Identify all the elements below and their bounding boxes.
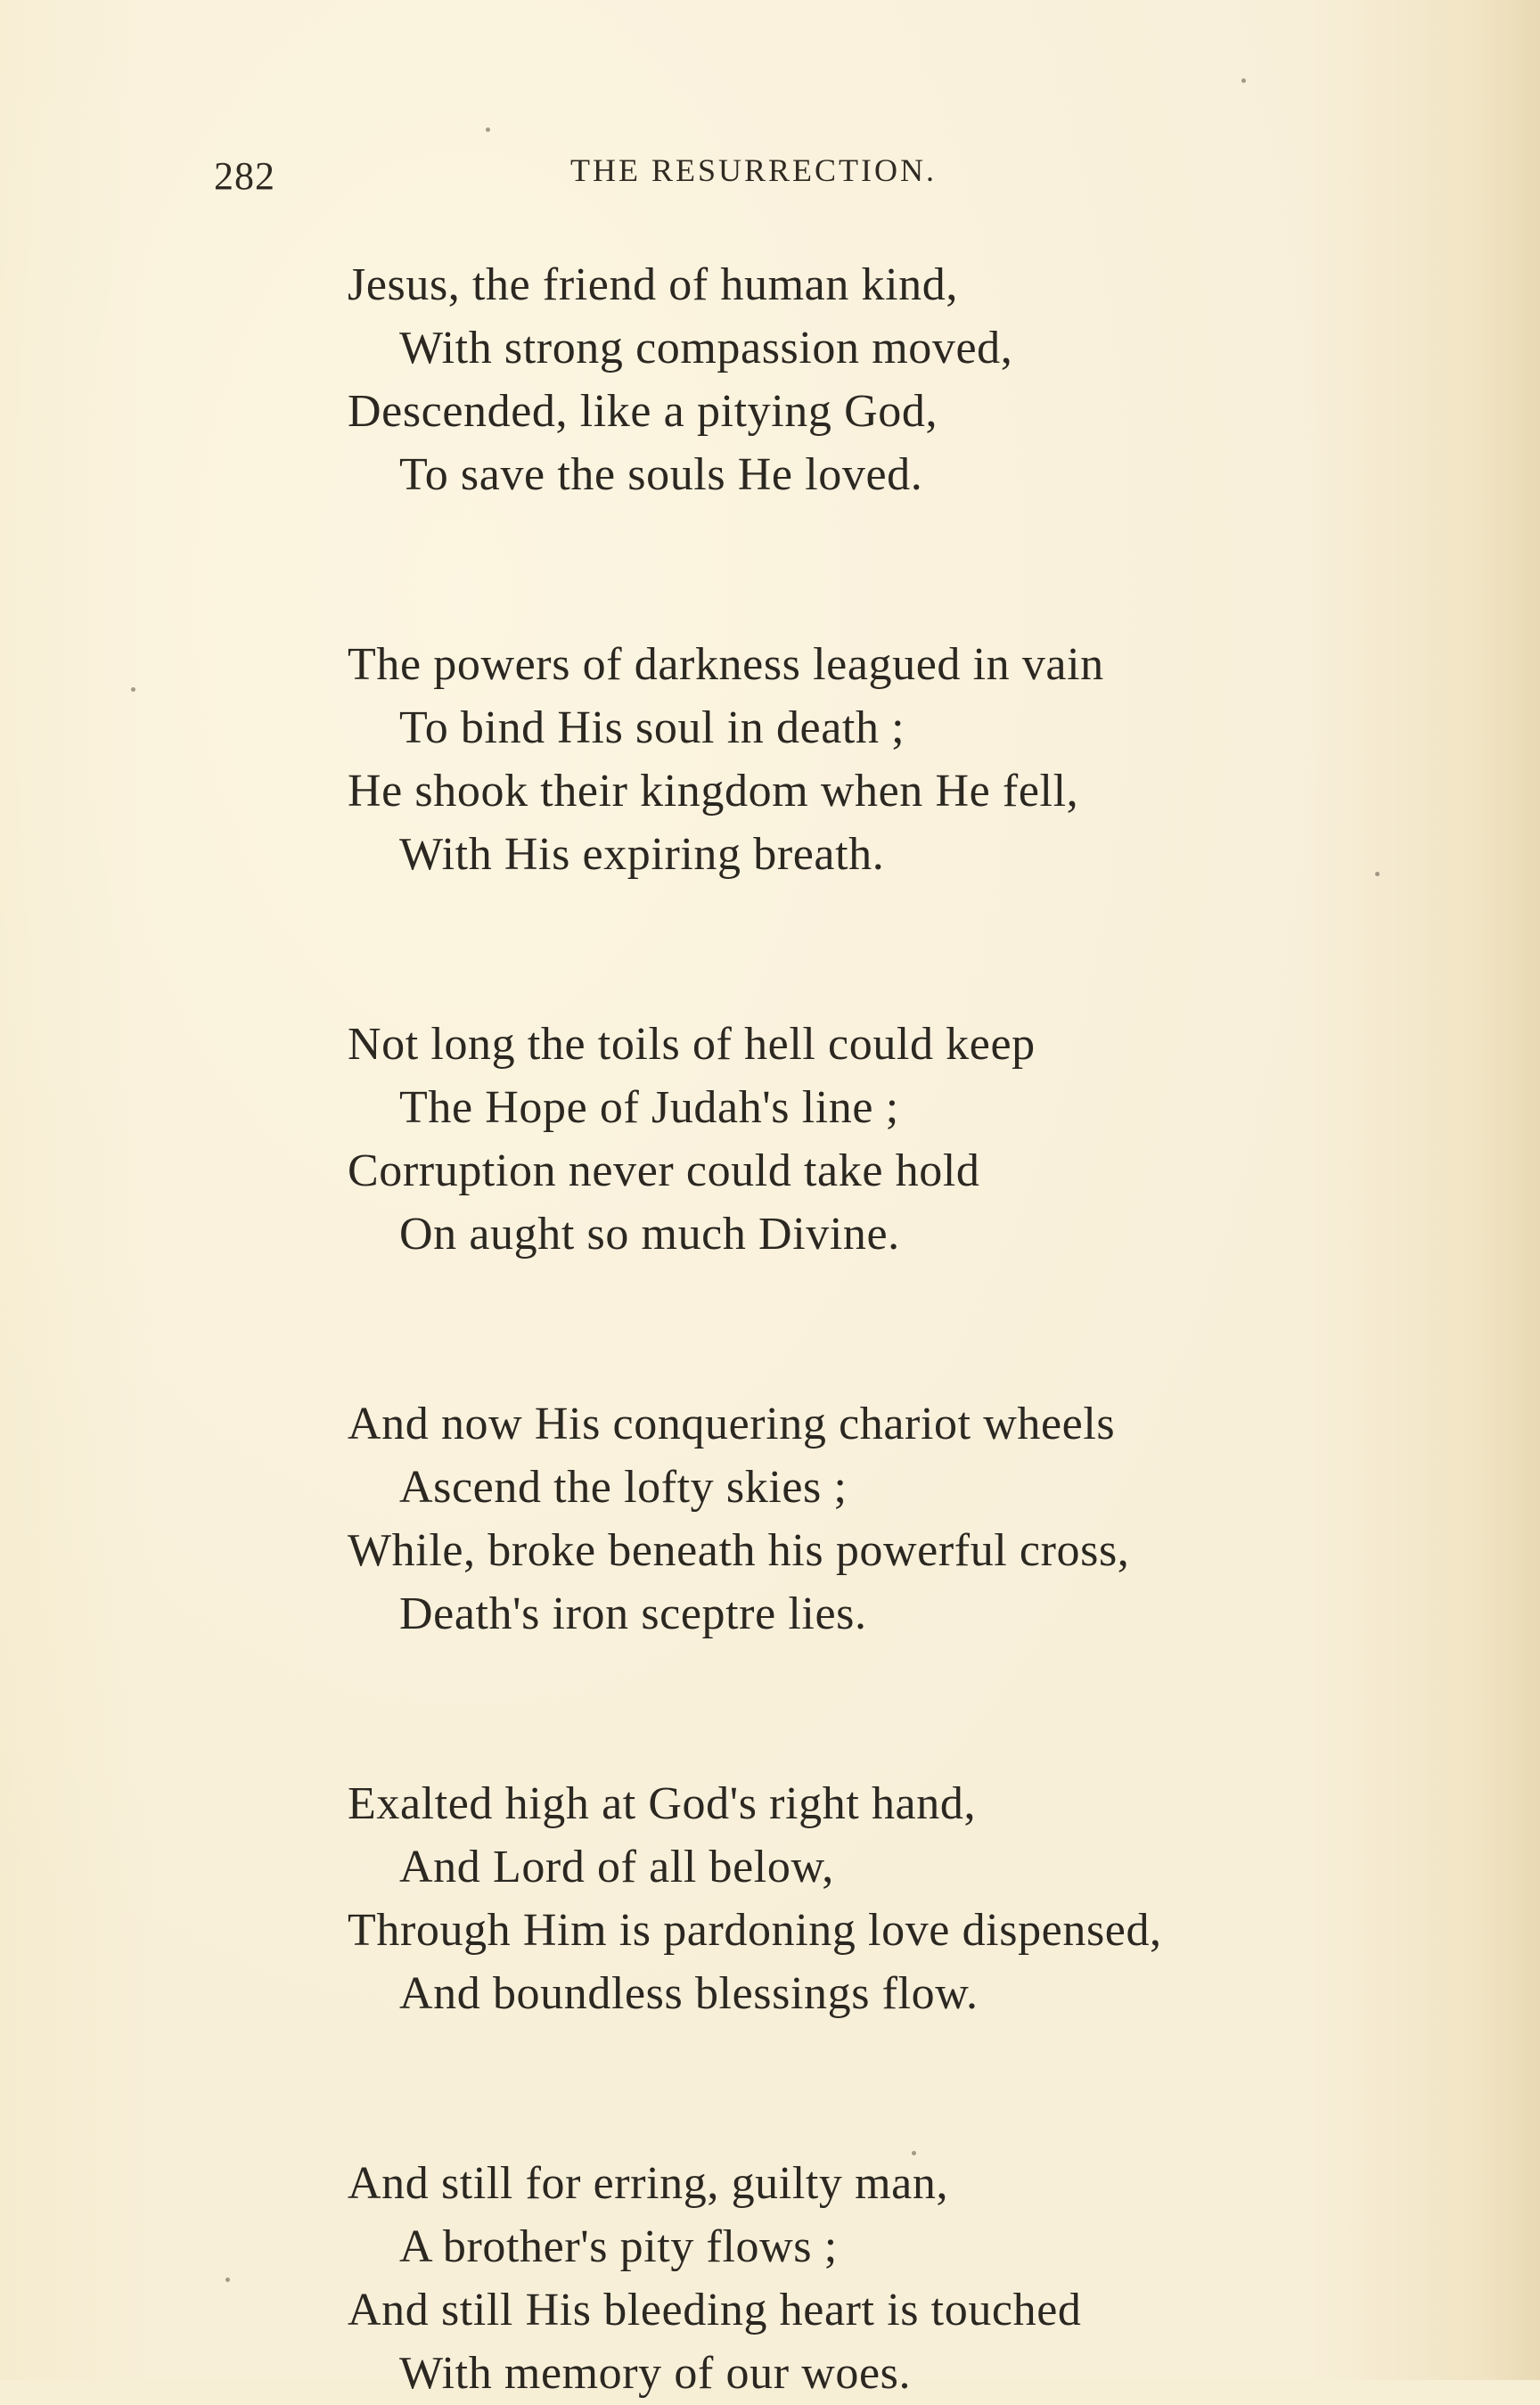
poem-line: A brother's pity flows ; bbox=[399, 2221, 838, 2272]
paper-speck bbox=[1241, 78, 1246, 83]
paper-speck bbox=[486, 127, 490, 132]
poem-line: With His expiring breath. bbox=[399, 829, 885, 880]
stanza-4 bbox=[348, 1392, 1372, 1646]
poem-line: And Lord of all below, bbox=[399, 1842, 834, 1892]
stanza-3 bbox=[348, 1013, 1372, 1266]
poem-line: Corruption never could take hold bbox=[348, 1145, 980, 1196]
running-title: THE RESURRECTION. bbox=[570, 152, 937, 188]
paper-speck bbox=[225, 2278, 230, 2282]
poem-line: And still His bleeding heart is touched bbox=[348, 2285, 1082, 2335]
poem-line: Through Him is pardoning love dispensed, bbox=[348, 1905, 1162, 1956]
stanza-1 bbox=[348, 253, 1372, 506]
poem-line: Jesus, the friend of human kind, bbox=[348, 259, 958, 310]
poem-line: To bind His soul in death ; bbox=[399, 702, 905, 753]
poem-line: The powers of darkness leagued in vain bbox=[348, 639, 1104, 690]
poem-line: Not long the toils of hell could keep bbox=[348, 1019, 1036, 1070]
poem-line: On aught so much Divine. bbox=[399, 1209, 900, 1260]
paper-speck bbox=[1375, 872, 1380, 876]
paper-speck bbox=[131, 687, 135, 692]
poem-line: Exalted high at God's right hand, bbox=[348, 1778, 977, 1829]
poem-line: Ascend the lofty skies ; bbox=[399, 1462, 848, 1513]
poem-line: And still for erring, guilty man, bbox=[348, 2158, 949, 2209]
poem-line: Death's iron sceptre lies. bbox=[399, 1588, 867, 1639]
poem-line: While, broke beneath his powerful cross, bbox=[348, 1525, 1130, 1576]
stanza-6 bbox=[348, 2152, 1372, 2405]
poem-line: Descended, like a pitying God, bbox=[348, 386, 938, 437]
poem-line: And now His conquering chariot wheels bbox=[348, 1399, 1116, 1449]
poem-line: With strong compassion moved, bbox=[399, 323, 1013, 373]
page-number: 282 bbox=[214, 154, 275, 198]
poem-line: With memory of our woes. bbox=[399, 2348, 912, 2399]
stanza-5 bbox=[348, 1772, 1372, 2025]
poem-line: He shook their kingdom when He fell, bbox=[348, 766, 1079, 817]
poem bbox=[348, 253, 1372, 2405]
stanza-2 bbox=[348, 633, 1372, 886]
poem-line: To save the souls He loved. bbox=[399, 449, 923, 500]
poem-line: The Hope of Judah's line ; bbox=[399, 1082, 899, 1133]
paper-speck bbox=[912, 2151, 916, 2155]
poem-line: And boundless blessings flow. bbox=[399, 1968, 979, 2019]
